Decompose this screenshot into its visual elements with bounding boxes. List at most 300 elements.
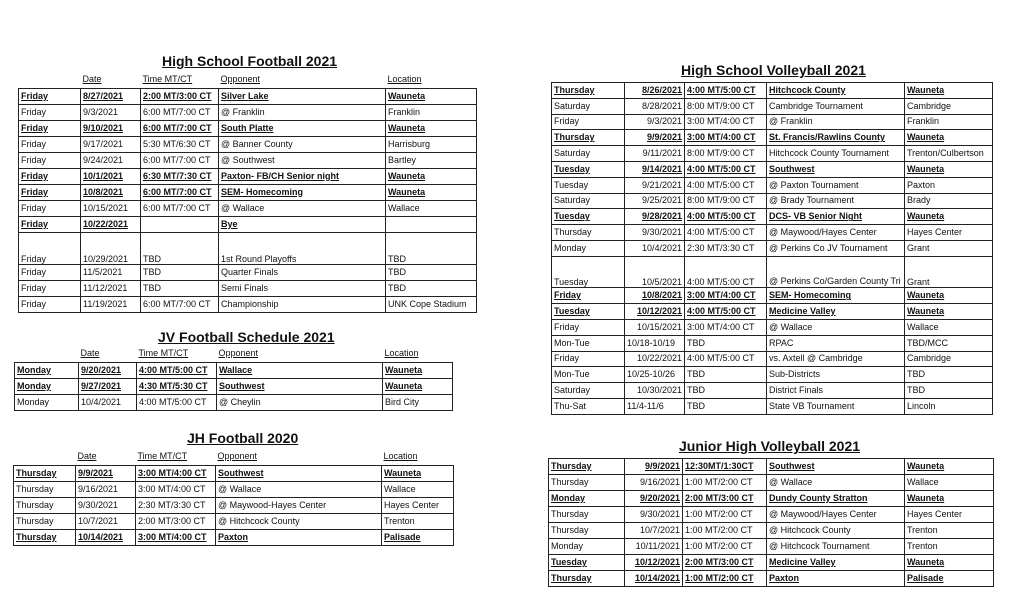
- date-cell: 10/4/2021: [79, 394, 137, 410]
- table-row: [552, 288, 993, 304]
- date-cell: 10/8/2021: [81, 184, 141, 200]
- date-cell: 11/12/2021: [81, 280, 141, 296]
- location-cell: Hayes Center: [905, 507, 994, 523]
- table-row: [15, 362, 453, 378]
- time-cell: 3:00 MT/4:00 CT: [136, 465, 216, 481]
- jh-football-table: [13, 449, 454, 546]
- day-cell: Friday: [552, 351, 625, 367]
- date-cell: 11/4-11/6: [625, 398, 685, 414]
- table-row: [552, 398, 993, 414]
- day-cell: Saturday: [552, 383, 625, 399]
- time-cell: TBD: [685, 383, 767, 399]
- opponent-cell: @ Wallace: [216, 481, 382, 497]
- date-cell: 10/22/2021: [625, 351, 685, 367]
- location-cell: Wauneta: [383, 362, 453, 378]
- opponent-cell: SEM- Homecoming: [767, 288, 905, 304]
- day-cell: Friday: [19, 200, 81, 216]
- day-cell: Saturday: [552, 146, 625, 162]
- hs-football-title: High School Football 2021: [162, 53, 338, 69]
- column-header: Date: [81, 72, 141, 88]
- table-row: [552, 351, 993, 367]
- column-header: [19, 72, 81, 88]
- column-header: Opponent: [219, 72, 386, 88]
- day-cell: Friday: [19, 136, 81, 152]
- date-cell: 10/4/2021: [625, 240, 685, 256]
- time-cell: 2:00 MT/3:00 CT: [136, 513, 216, 529]
- column-header: Time MT/CT: [137, 346, 217, 362]
- opponent-cell: Dundy County Stratton: [767, 491, 905, 507]
- opponent-cell: Cambridge Tournament: [767, 98, 905, 114]
- day-cell: Thursday: [14, 513, 76, 529]
- day-cell: Friday: [19, 168, 81, 184]
- date-cell: 8/28/2021: [625, 98, 685, 114]
- date-cell: 10/25-10/26: [625, 367, 685, 383]
- day-cell: Saturday: [552, 98, 625, 114]
- time-cell: 12:30MT/1:30CT: [683, 459, 767, 475]
- date-cell: 11/19/2021: [81, 296, 141, 312]
- location-cell: Wallace: [905, 475, 994, 491]
- day-cell: Thursday: [549, 523, 625, 539]
- opponent-cell: Semi Finals: [219, 280, 386, 296]
- date-cell: 10/29/2021: [81, 232, 141, 264]
- opponent-cell: @ Wallace: [767, 319, 905, 335]
- date-cell: 9/9/2021: [625, 130, 685, 146]
- location-cell: Wallace: [382, 481, 454, 497]
- day-cell: Thursday: [14, 481, 76, 497]
- location-cell: Wauneta: [905, 209, 993, 225]
- table-row: [19, 184, 477, 200]
- table-row: [552, 114, 993, 130]
- table-row: [552, 367, 993, 383]
- table-row: [552, 83, 993, 99]
- date-cell: 10/12/2021: [625, 304, 685, 320]
- opponent-cell: @ Southwest: [219, 152, 386, 168]
- date-cell: 10/22/2021: [81, 216, 141, 232]
- date-cell: 10/7/2021: [625, 523, 683, 539]
- location-cell: Franklin: [905, 114, 993, 130]
- opponent-cell: @ Maywood-Hayes Center: [216, 497, 382, 513]
- opponent-cell: Hitchcock County: [767, 83, 905, 99]
- opponent-cell: District Finals: [767, 383, 905, 399]
- location-cell: Brady: [905, 193, 993, 209]
- jv-football-title: JV Football Schedule 2021: [158, 329, 335, 345]
- table-row: [552, 193, 993, 209]
- date-cell: 10/1/2021: [81, 168, 141, 184]
- column-header: Opponent: [217, 346, 383, 362]
- opponent-cell: @ Perkins Co JV Tournament: [767, 240, 905, 256]
- time-cell: 4:00 MT/5:00 CT: [137, 394, 217, 410]
- time-cell: 1:00 MT/2:00 CT: [683, 507, 767, 523]
- day-cell: Thu-Sat: [552, 398, 625, 414]
- opponent-cell: Sub-Districts: [767, 367, 905, 383]
- time-cell: 4:00 MT/5:00 CT: [685, 83, 767, 99]
- column-header: Date: [79, 346, 137, 362]
- location-cell: Grant: [905, 256, 993, 288]
- table-row: [552, 177, 993, 193]
- opponent-cell: Medicine Valley: [767, 304, 905, 320]
- table-row: [549, 475, 994, 491]
- day-cell: Friday: [19, 232, 81, 264]
- table-row: [549, 491, 994, 507]
- table-row: [14, 481, 454, 497]
- opponent-cell: Southwest: [767, 459, 905, 475]
- date-cell: 9/9/2021: [76, 465, 136, 481]
- opponent-cell: Hitchcock County Tournament: [767, 146, 905, 162]
- location-cell: [386, 216, 477, 232]
- hs-football-table: [18, 72, 477, 313]
- column-header: [14, 449, 76, 465]
- day-cell: Tuesday: [552, 256, 625, 288]
- date-cell: 9/11/2021: [625, 146, 685, 162]
- location-cell: Bartley: [386, 152, 477, 168]
- location-cell: Wauneta: [905, 459, 994, 475]
- date-cell: 9/3/2021: [625, 114, 685, 130]
- time-cell: TBD: [141, 232, 219, 264]
- day-cell: Tuesday: [552, 161, 625, 177]
- table-row: [552, 209, 993, 225]
- day-cell: Friday: [19, 216, 81, 232]
- location-cell: Wauneta: [386, 88, 477, 104]
- location-cell: Wauneta: [386, 184, 477, 200]
- time-cell: 6:00 MT/7:00 CT: [141, 200, 219, 216]
- date-cell: 9/30/2021: [625, 225, 685, 241]
- time-cell: 6:00 MT/7:00 CT: [141, 184, 219, 200]
- location-cell: Wallace: [386, 200, 477, 216]
- table-row: [19, 296, 477, 312]
- opponent-cell: South Platte: [219, 120, 386, 136]
- date-cell: 11/5/2021: [81, 264, 141, 280]
- date-cell: 10/8/2021: [625, 288, 685, 304]
- table-row: [19, 264, 477, 280]
- date-cell: 10/15/2021: [81, 200, 141, 216]
- jh-volleyball-title: Junior High Volleyball 2021: [679, 438, 861, 454]
- location-cell: TBD: [386, 264, 477, 280]
- location-cell: TBD: [905, 367, 993, 383]
- opponent-cell: vs. Axtell @ Cambridge: [767, 351, 905, 367]
- column-header: Location: [382, 449, 454, 465]
- time-cell: 6:30 MT/7:30 CT: [141, 168, 219, 184]
- date-cell: 10/5/2021: [625, 256, 685, 288]
- table-row: [19, 120, 477, 136]
- day-cell: Thursday: [14, 497, 76, 513]
- table-row: [552, 161, 993, 177]
- table-row: [19, 168, 477, 184]
- day-cell: Monday: [552, 240, 625, 256]
- hs-volleyball-table: [551, 82, 993, 415]
- time-cell: 3:00 MT/4:00 CT: [685, 114, 767, 130]
- date-cell: 9/9/2021: [625, 459, 683, 475]
- location-cell: Harrisburg: [386, 136, 477, 152]
- time-cell: 6:00 MT/7:00 CT: [141, 104, 219, 120]
- day-cell: Friday: [19, 264, 81, 280]
- opponent-cell: Southwest: [216, 465, 382, 481]
- opponent-cell: Championship: [219, 296, 386, 312]
- opponent-cell: @ Franklin: [767, 114, 905, 130]
- opponent-cell: @ Hitchcock Tournament: [767, 539, 905, 555]
- location-cell: Wauneta: [905, 130, 993, 146]
- date-cell: 9/28/2021: [625, 209, 685, 225]
- location-cell: Lincoln: [905, 398, 993, 414]
- opponent-cell: Southwest: [767, 161, 905, 177]
- table-row: [19, 152, 477, 168]
- time-cell: 2:00 MT/3:00 CT: [683, 491, 767, 507]
- date-cell: 9/30/2021: [625, 507, 683, 523]
- date-cell: 9/16/2021: [76, 481, 136, 497]
- time-cell: 2:00 MT/3:00 CT: [683, 555, 767, 571]
- date-cell: 10/18-10/19: [625, 335, 685, 351]
- opponent-cell: Medicine Valley: [767, 555, 905, 571]
- opponent-cell: @ Hitchcock County: [216, 513, 382, 529]
- location-cell: Wauneta: [383, 378, 453, 394]
- day-cell: Tuesday: [552, 177, 625, 193]
- location-cell: Trenton: [905, 539, 994, 555]
- day-cell: Friday: [552, 114, 625, 130]
- time-cell: 8:00 MT/9:00 CT: [685, 146, 767, 162]
- day-cell: Mon-Tue: [552, 335, 625, 351]
- location-cell: Trenton: [382, 513, 454, 529]
- opponent-cell: St. Francis/Rawlins County: [767, 130, 905, 146]
- date-cell: 10/7/2021: [76, 513, 136, 529]
- day-cell: Monday: [549, 491, 625, 507]
- time-cell: 2:00 MT/3:00 CT: [141, 88, 219, 104]
- time-cell: TBD: [685, 398, 767, 414]
- day-cell: Friday: [19, 152, 81, 168]
- jh-volleyball-table: [548, 458, 994, 587]
- table-row: [552, 225, 993, 241]
- opponent-cell: @ Wallace: [767, 475, 905, 491]
- opponent-cell: SEM- Homecoming: [219, 184, 386, 200]
- location-cell: Wallace: [905, 319, 993, 335]
- day-cell: Friday: [19, 280, 81, 296]
- day-cell: Thursday: [552, 130, 625, 146]
- time-cell: 3:00 MT/4:00 CT: [685, 288, 767, 304]
- opponent-cell: @ Banner County: [219, 136, 386, 152]
- table-row: [19, 216, 477, 232]
- day-cell: Monday: [15, 378, 79, 394]
- date-cell: 10/30/2021: [625, 383, 685, 399]
- table-row: [549, 459, 994, 475]
- table-row: [552, 335, 993, 351]
- day-cell: Thursday: [549, 571, 625, 587]
- column-header: Date: [76, 449, 136, 465]
- location-cell: Cambridge: [905, 351, 993, 367]
- time-cell: 1:00 MT/2:00 CT: [683, 475, 767, 491]
- column-header: [15, 346, 79, 362]
- date-cell: 10/14/2021: [76, 529, 136, 545]
- table-row: [549, 507, 994, 523]
- table-row: [15, 394, 453, 410]
- date-cell: 9/14/2021: [625, 161, 685, 177]
- opponent-cell: Paxton- FB/CH Senior night: [219, 168, 386, 184]
- table-row: [19, 104, 477, 120]
- time-cell: 3:00 MT/4:00 CT: [685, 319, 767, 335]
- location-cell: Grant: [905, 240, 993, 256]
- date-cell: 10/14/2021: [625, 571, 683, 587]
- day-cell: Thursday: [14, 465, 76, 481]
- time-cell: 1:00 MT/2:00 CT: [683, 523, 767, 539]
- header-row: [15, 346, 453, 362]
- location-cell: TBD: [386, 232, 477, 264]
- table-row: [19, 232, 477, 264]
- day-cell: Saturday: [552, 193, 625, 209]
- table-row: [19, 88, 477, 104]
- location-cell: Wauneta: [905, 304, 993, 320]
- location-cell: Wauneta: [905, 161, 993, 177]
- jv-football-table: [14, 346, 453, 411]
- time-cell: 1:00 MT/2:00 CT: [683, 539, 767, 555]
- time-cell: TBD: [685, 367, 767, 383]
- opponent-cell: @ Brady Tournament: [767, 193, 905, 209]
- column-header: Time MT/CT: [141, 72, 219, 88]
- day-cell: Friday: [19, 184, 81, 200]
- day-cell: Tuesday: [549, 555, 625, 571]
- time-cell: 4:00 MT/5:00 CT: [685, 177, 767, 193]
- opponent-cell: 1st Round Playoffs: [219, 232, 386, 264]
- day-cell: Friday: [19, 104, 81, 120]
- time-cell: 6:00 MT/7:00 CT: [141, 152, 219, 168]
- day-cell: Monday: [549, 539, 625, 555]
- column-header: Location: [386, 72, 477, 88]
- date-cell: 9/10/2021: [81, 120, 141, 136]
- opponent-cell: Paxton: [767, 571, 905, 587]
- opponent-cell: Wallace: [217, 362, 383, 378]
- date-cell: 8/26/2021: [625, 83, 685, 99]
- table-row: [552, 383, 993, 399]
- time-cell: 8:00 MT/9:00 CT: [685, 98, 767, 114]
- opponent-cell: @ Maywood/Hayes Center: [767, 507, 905, 523]
- location-cell: TBD: [905, 383, 993, 399]
- day-cell: Friday: [552, 288, 625, 304]
- day-cell: Tuesday: [552, 304, 625, 320]
- opponent-cell: Southwest: [217, 378, 383, 394]
- opponent-cell: @ Cheylin: [217, 394, 383, 410]
- location-cell: TBD/MCC: [905, 335, 993, 351]
- column-header: Opponent: [216, 449, 382, 465]
- location-cell: Wauneta: [382, 465, 454, 481]
- table-row: [549, 571, 994, 587]
- day-cell: Thursday: [549, 475, 625, 491]
- location-cell: UNK Cope Stadium: [386, 296, 477, 312]
- table-row: [552, 130, 993, 146]
- time-cell: 4:00 MT/5:00 CT: [685, 161, 767, 177]
- opponent-cell: @ Perkins Co/Garden County Tri: [767, 256, 905, 288]
- time-cell: TBD: [685, 335, 767, 351]
- location-cell: Palisade: [382, 529, 454, 545]
- location-cell: Franklin: [386, 104, 477, 120]
- location-cell: Wauneta: [386, 168, 477, 184]
- day-cell: Thursday: [552, 225, 625, 241]
- header-row: [14, 449, 454, 465]
- opponent-cell: @ Maywood/Hayes Center: [767, 225, 905, 241]
- table-row: [552, 146, 993, 162]
- date-cell: 9/27/2021: [79, 378, 137, 394]
- table-row: [19, 280, 477, 296]
- time-cell: 5:30 MT/6:30 CT: [141, 136, 219, 152]
- day-cell: Friday: [19, 296, 81, 312]
- location-cell: Hayes Center: [905, 225, 993, 241]
- opponent-cell: RPAC: [767, 335, 905, 351]
- time-cell: 4:00 MT/5:00 CT: [685, 304, 767, 320]
- time-cell: 1:00 MT/2:00 CT: [683, 571, 767, 587]
- time-cell: 4:00 MT/5:00 CT: [685, 225, 767, 241]
- location-cell: Cambridge: [905, 98, 993, 114]
- table-row: [549, 555, 994, 571]
- opponent-cell: State VB Tournament: [767, 398, 905, 414]
- location-cell: Paxton: [905, 177, 993, 193]
- date-cell: 9/30/2021: [76, 497, 136, 513]
- time-cell: 4:00 MT/5:00 CT: [137, 362, 217, 378]
- day-cell: Mon-Tue: [552, 367, 625, 383]
- time-cell: 4:00 MT/5:00 CT: [685, 209, 767, 225]
- time-cell: 4:00 MT/5:00 CT: [685, 351, 767, 367]
- time-cell: 4:30 MT/5:30 CT: [137, 378, 217, 394]
- location-cell: Wauneta: [905, 555, 994, 571]
- column-header: Location: [383, 346, 453, 362]
- date-cell: 8/27/2021: [81, 88, 141, 104]
- table-row: [552, 319, 993, 335]
- time-cell: 2:30 MT/3:30 CT: [136, 497, 216, 513]
- location-cell: Palisade: [905, 571, 994, 587]
- day-cell: Thursday: [549, 459, 625, 475]
- date-cell: 10/12/2021: [625, 555, 683, 571]
- day-cell: Monday: [15, 394, 79, 410]
- table-row: [552, 240, 993, 256]
- opponent-cell: @ Wallace: [219, 200, 386, 216]
- jh-football-title: JH Football 2020: [187, 430, 299, 446]
- table-row: [14, 513, 454, 529]
- table-row: [549, 523, 994, 539]
- time-cell: 3:00 MT/4:00 CT: [685, 130, 767, 146]
- column-header: Time MT/CT: [136, 449, 216, 465]
- opponent-cell: @ Paxton Tournament: [767, 177, 905, 193]
- time-cell: 2:30 MT/3:30 CT: [685, 240, 767, 256]
- opponent-cell: Quarter Finals: [219, 264, 386, 280]
- table-row: [549, 539, 994, 555]
- time-cell: 3:00 MT/4:00 CT: [136, 481, 216, 497]
- location-cell: Trenton: [905, 523, 994, 539]
- time-cell: 8:00 MT/9:00 CT: [685, 193, 767, 209]
- time-cell: 6:00 MT/7:00 CT: [141, 296, 219, 312]
- table-row: [14, 529, 454, 545]
- time-cell: 6:00 MT/7:00 CT: [141, 120, 219, 136]
- date-cell: 9/24/2021: [81, 152, 141, 168]
- table-row: [19, 136, 477, 152]
- time-cell: 4:00 MT/5:00 CT: [685, 256, 767, 288]
- hs-volleyball-title: High School Volleyball 2021: [681, 62, 866, 78]
- opponent-cell: @ Hitchcock County: [767, 523, 905, 539]
- header-row: [19, 72, 477, 88]
- opponent-cell: Silver Lake: [219, 88, 386, 104]
- table-row: [552, 304, 993, 320]
- date-cell: 10/11/2021: [625, 539, 683, 555]
- date-cell: 10/15/2021: [625, 319, 685, 335]
- table-row: [15, 378, 453, 394]
- day-cell: Thursday: [14, 529, 76, 545]
- location-cell: Wauneta: [905, 83, 993, 99]
- opponent-cell: Bye: [219, 216, 386, 232]
- location-cell: Wauneta: [905, 288, 993, 304]
- day-cell: Friday: [19, 120, 81, 136]
- date-cell: 9/16/2021: [625, 475, 683, 491]
- day-cell: Friday: [19, 88, 81, 104]
- time-cell: 3:00 MT/4:00 CT: [136, 529, 216, 545]
- location-cell: Wauneta: [386, 120, 477, 136]
- date-cell: 9/17/2021: [81, 136, 141, 152]
- time-cell: [141, 216, 219, 232]
- day-cell: Thursday: [552, 83, 625, 99]
- date-cell: 9/21/2021: [625, 177, 685, 193]
- day-cell: Friday: [552, 319, 625, 335]
